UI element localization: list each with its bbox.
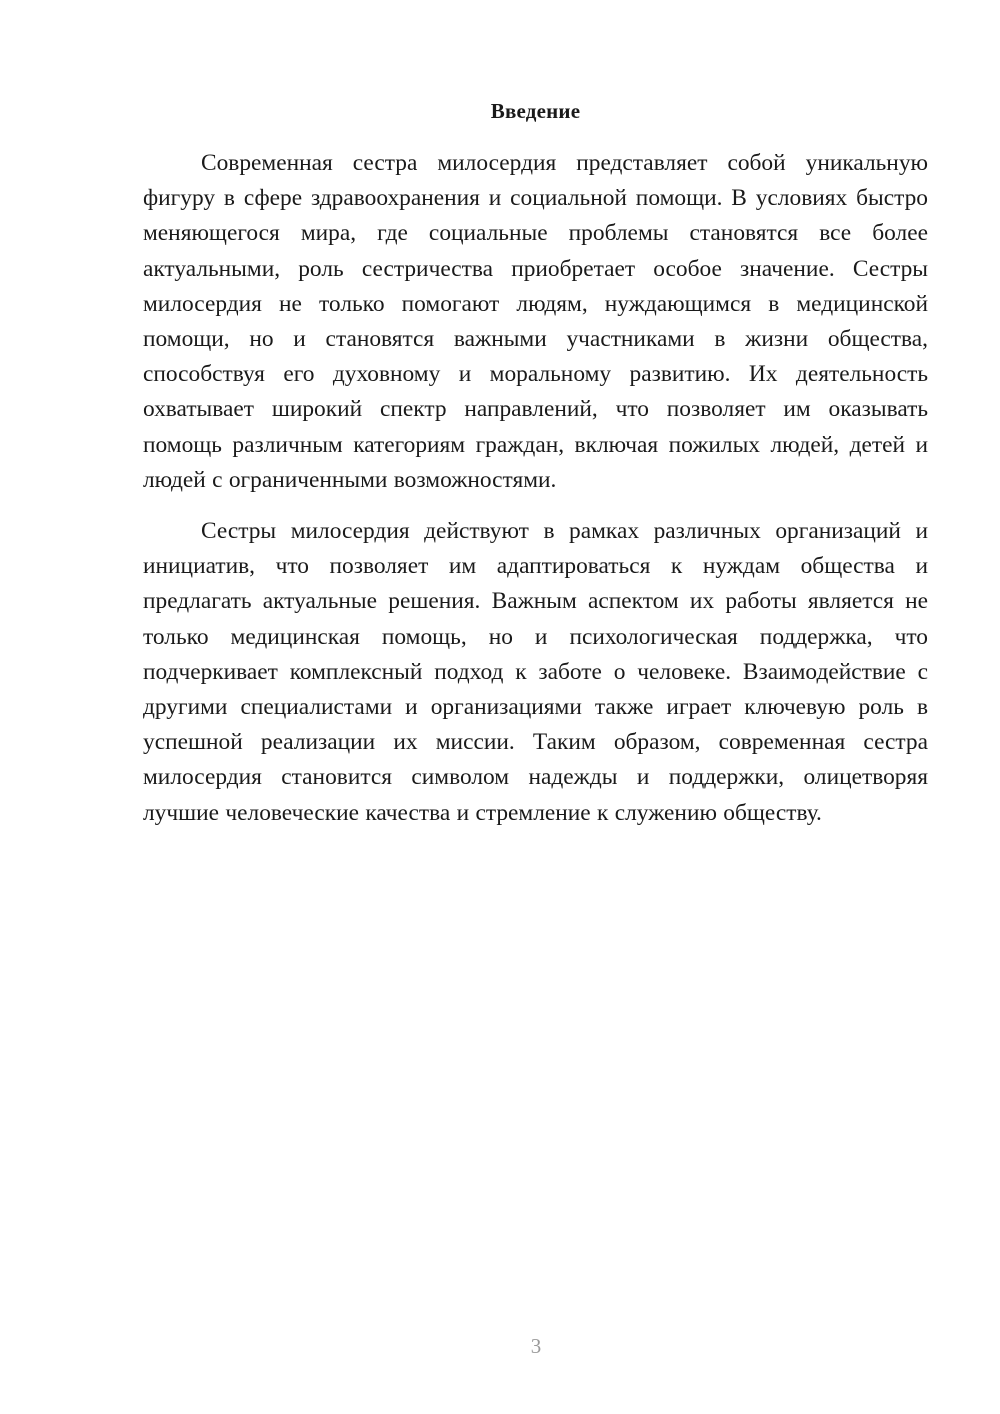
page-number: 3: [530, 1334, 542, 1358]
paragraph-1: Современная сестра милосердия представляет собой уникальную фигуру в сфере здравоохранения и социальной помощи. В условиях быстро меняющегося мира, где социальные проблемы становятся все более актуальными, роль сестричества приобретает особое значение. Сестры милосердия не только помогают людям, нуждающимся в медицинской помощи, но и становятся важными участниками в жизни общества, способствуя его духовному и моральному развитию. Их деятельность охватывает широкий спектр направлений, что позволяет им оказывать помощь различным категориям граждан, включая пожилых людей, детей и людей с ограниченными возможностями.: [143, 150, 928, 493]
section-heading: Введение: [490, 99, 581, 123]
page-content: [143, 98, 928, 847]
paragraph-2: Сестры милосердия действуют в рамках различных организаций и инициатив, что позволяет им адаптироваться к нуждам общества и предлагать актуальные решения. Важным аспектом их работы является не только медицинская помощь, но и психологическая поддержка, что подчеркивает комплексный подход к заботе о человеке. Взаимодействие с другими специалистами и организациями также играет ключевую роль в успешной реализации их миссии. Таким образом, современная сестра милосердия становится символом надежды и поддержки, олицетворяя лучшие человеческие качества и стремление к служению обществу.: [143, 518, 928, 826]
